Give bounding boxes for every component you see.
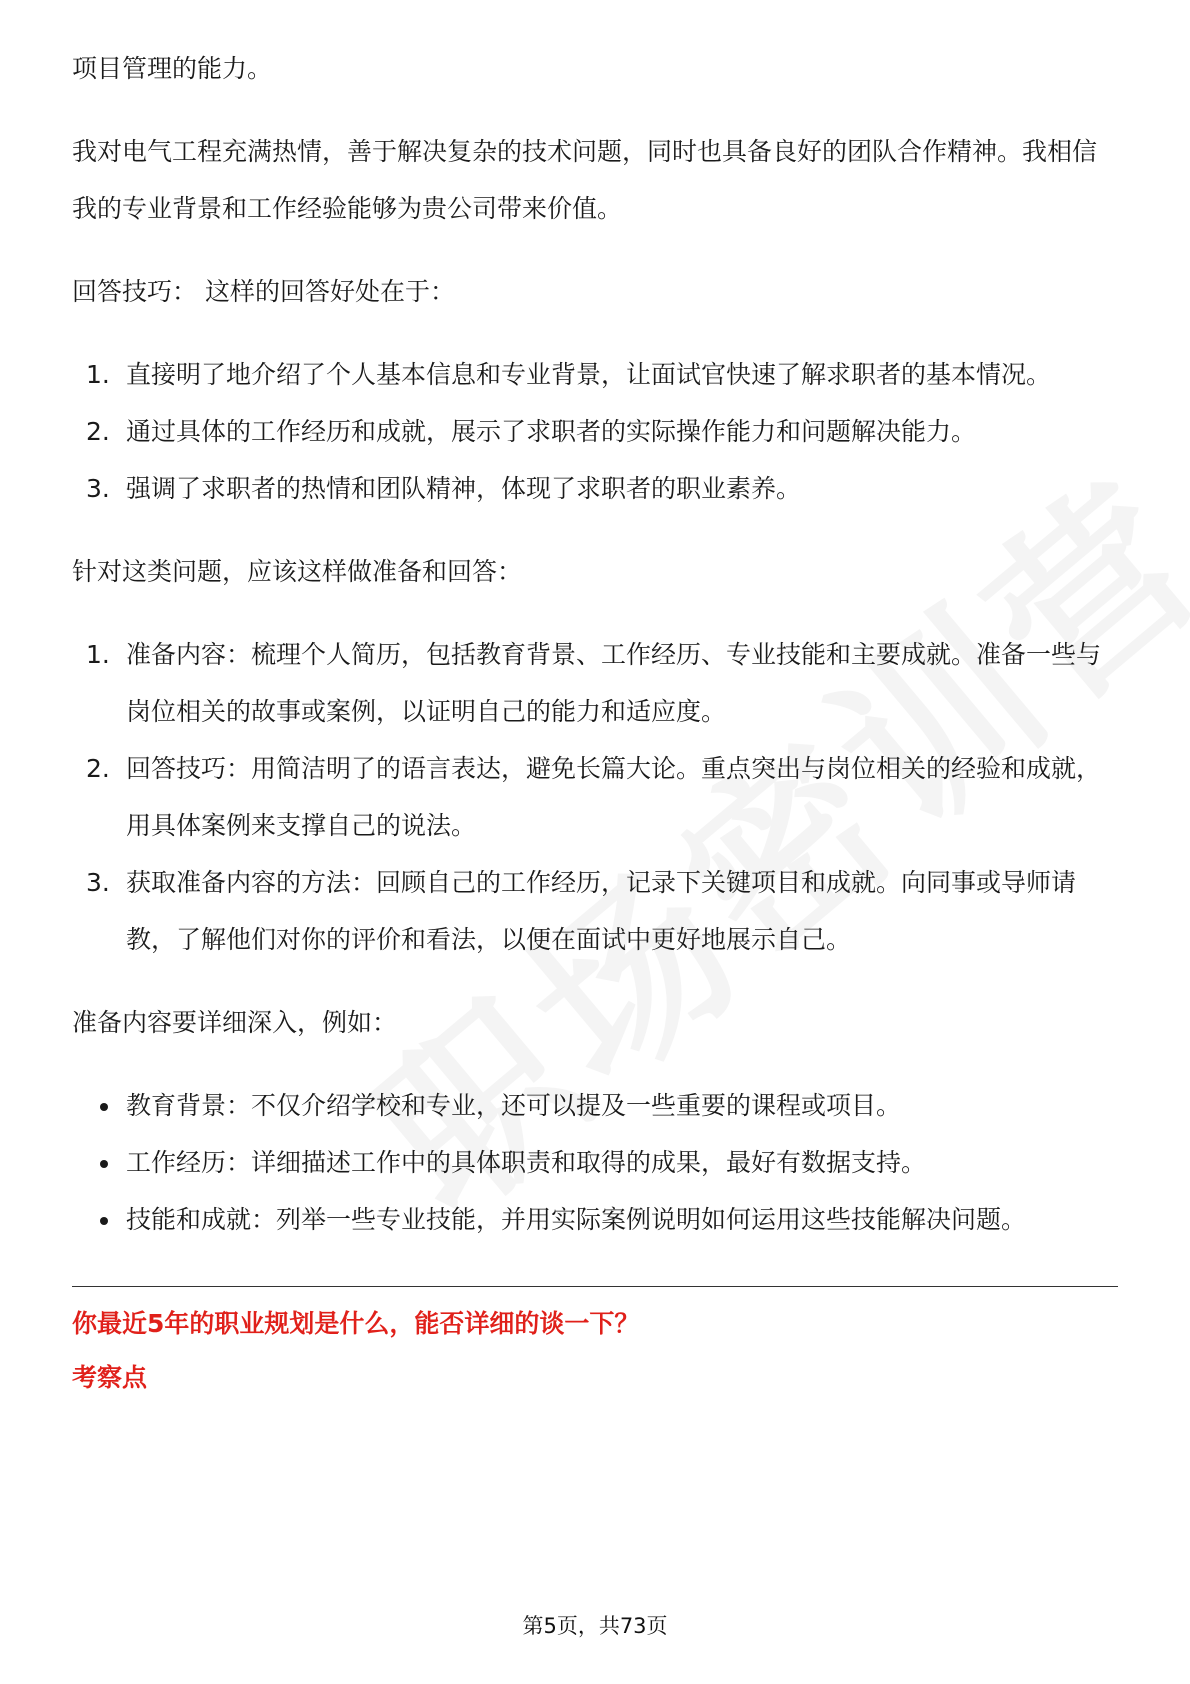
list-item-text: 回答技巧：用简洁明了的语言表达，避免长篇大论。重点突出与岗位相关的经验和成就，用具体案例来支撑自己的说法。 xyxy=(126,754,1102,840)
list-item xyxy=(72,403,1118,460)
paragraph-project-management: 项目管理的能力。 xyxy=(72,54,273,83)
bullet-icon xyxy=(100,1217,108,1225)
list-item-text: 技能和成就：列举一些专业技能，并用实际案例说明如何运用这些技能解决问题。 xyxy=(126,1205,1027,1234)
tips-list xyxy=(72,346,1118,517)
list-item xyxy=(72,626,1118,740)
list-item xyxy=(72,460,1118,517)
list-number: 1. xyxy=(86,640,110,669)
list-number: 1. xyxy=(86,360,110,389)
list-item-text: 获取准备内容的方法：回顾自己的工作经历，记录下关键项目和成就。向同事或导师请教，了解他们对你的评价和看法，以便在面试中更好地展示自己。 xyxy=(126,868,1077,954)
question-subheading: 考察点 xyxy=(72,1363,148,1392)
list-number: 2. xyxy=(86,417,110,446)
list-item xyxy=(72,1134,1118,1191)
list-item-text: 通过具体的工作经历和成就，展示了求职者的实际操作能力和问题解决能力。 xyxy=(126,417,977,446)
paragraph-answer-tips-intro: 回答技巧： 这样的回答好处在于： xyxy=(72,277,455,306)
prepare-list xyxy=(72,626,1118,968)
list-item xyxy=(72,1077,1118,1134)
paragraph-prepare-intro: 针对这类问题，应该这样做准备和回答： xyxy=(72,557,523,586)
list-item xyxy=(72,1191,1118,1248)
bullet-icon xyxy=(100,1160,108,1168)
document-page xyxy=(72,40,1118,1405)
list-number: 3. xyxy=(86,474,110,503)
page-number: 第5页，共73页 xyxy=(522,1614,668,1638)
list-number: 2. xyxy=(86,754,110,783)
list-item xyxy=(72,740,1118,854)
question-heading: 你最近5年的职业规划是什么，能否详细的谈一下？ xyxy=(72,1309,640,1338)
details-list xyxy=(72,1077,1118,1248)
list-item-text: 教育背景：不仅介绍学校和专业，还可以提及一些重要的课程或项目。 xyxy=(126,1091,902,1120)
section-divider xyxy=(72,1286,1118,1287)
paragraph-passion: 我对电气工程充满热情，善于解决复杂的技术问题，同时也具备良好的团队合作精神。我相信我的专业背景和工作经验能够为贵公司带来价值。 xyxy=(72,137,1098,223)
list-item xyxy=(72,854,1118,968)
list-item-text: 强调了求职者的热情和团队精神，体现了求职者的职业素养。 xyxy=(126,474,802,503)
list-number: 3. xyxy=(86,868,110,897)
list-item-text: 直接明了地介绍了个人基本信息和专业背景，让面试官快速了解求职者的基本情况。 xyxy=(126,360,1052,389)
paragraph-details-intro: 准备内容要详细深入，例如： xyxy=(72,1008,398,1037)
list-item xyxy=(72,346,1118,403)
list-item-text: 工作经历：详细描述工作中的具体职责和取得的成果，最好有数据支持。 xyxy=(126,1148,927,1177)
list-item-text: 准备内容：梳理个人简历，包括教育背景、工作经历、专业技能和主要成就。准备一些与岗位相关的故事或案例，以证明自己的能力和适应度。 xyxy=(126,640,1102,726)
bullet-icon xyxy=(100,1103,108,1111)
